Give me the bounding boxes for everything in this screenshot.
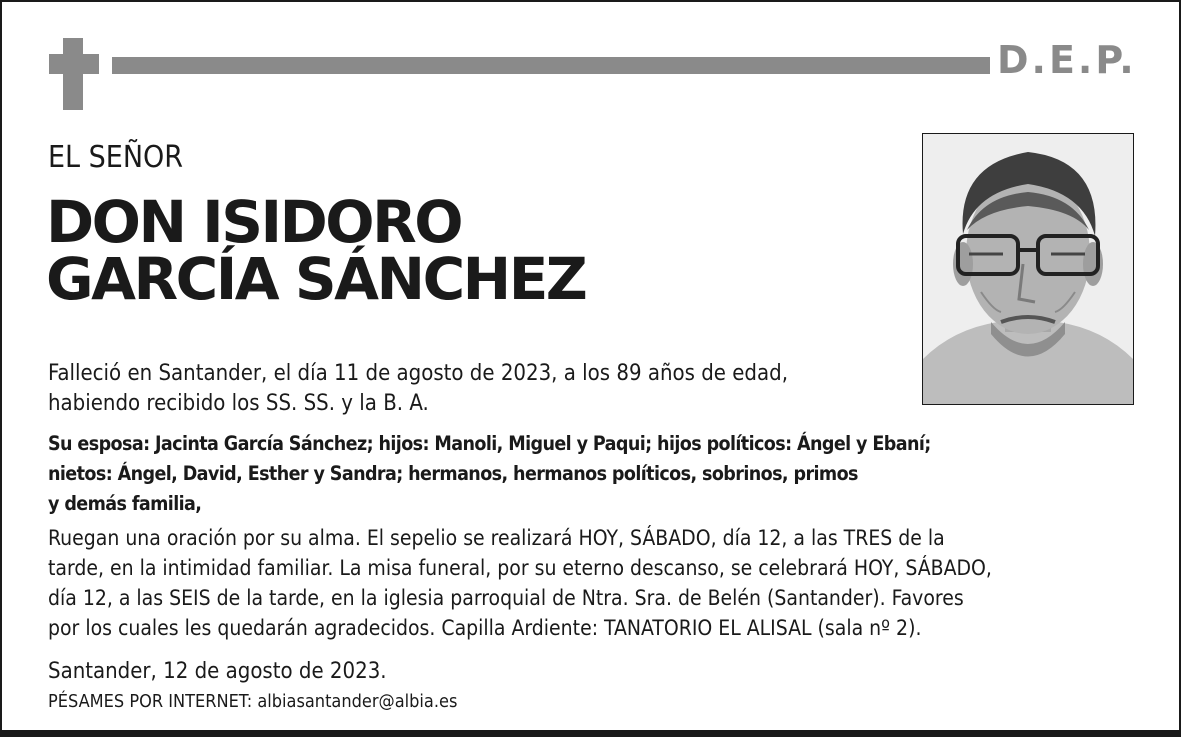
deceased-name-line-2: GARCÍA SÁNCHEZ — [46, 245, 586, 313]
deceased-name-line-1: DON ISIDORO — [46, 188, 462, 256]
funeral-details-line-3: día 12, a las SEIS de la tarde, en la iglesia parroquial de Ntra. Sra. de Belén (Santander). Favores — [48, 586, 964, 610]
dep-label: D.E.P. — [997, 38, 1137, 82]
deceased-name — [46, 188, 586, 313]
family-list — [48, 429, 1148, 519]
family-line-2: nietos: Ángel, David, Esther y Sandra; hermanos, hermanos políticos, sobrinos, primos — [48, 462, 858, 485]
place-date: Santander, 12 de agosto de 2023. — [48, 659, 387, 684]
portrait-illustration — [923, 134, 1133, 404]
death-notice-line-2: habiendo recibido los SS. SS. y la B. A. — [48, 391, 429, 416]
portrait-photo — [922, 133, 1134, 405]
funeral-details — [48, 523, 1148, 643]
family-line-1: Su esposa: Jacinta García Sánchez; hijos: Manoli, Miguel y Paqui; hijos políticos: Ángel y Ebaní; — [48, 432, 931, 455]
death-notice-line-1: Falleció en Santander, el día 11 de agosto de 2023, a los 89 años de edad, — [48, 361, 788, 386]
condolences-contact: PÉSAMES POR INTERNET: albiasantander@albia.es — [48, 691, 458, 712]
honorific-title: EL SEÑOR — [48, 140, 184, 175]
header-rule — [112, 57, 990, 74]
cross-icon-vertical — [63, 38, 83, 110]
funeral-details-line-4: por los cuales les quedarán agradecidos. Capilla Ardiente: TANATORIO EL ALISAL (sala nº 2). — [48, 616, 922, 640]
cross-icon-horizontal — [49, 54, 99, 74]
funeral-details-line-1: Ruegan una oración por su alma. El sepelio se realizará HOY, SÁBADO, día 12, a las TRES de la — [48, 526, 945, 550]
death-notice — [48, 359, 908, 419]
funeral-details-line-2: tarde, en la intimidad familiar. La misa funeral, por su eterno descanso, se celebrará HOY, SÁBADO, — [48, 556, 992, 580]
family-line-3: y demás familia, — [48, 492, 202, 515]
